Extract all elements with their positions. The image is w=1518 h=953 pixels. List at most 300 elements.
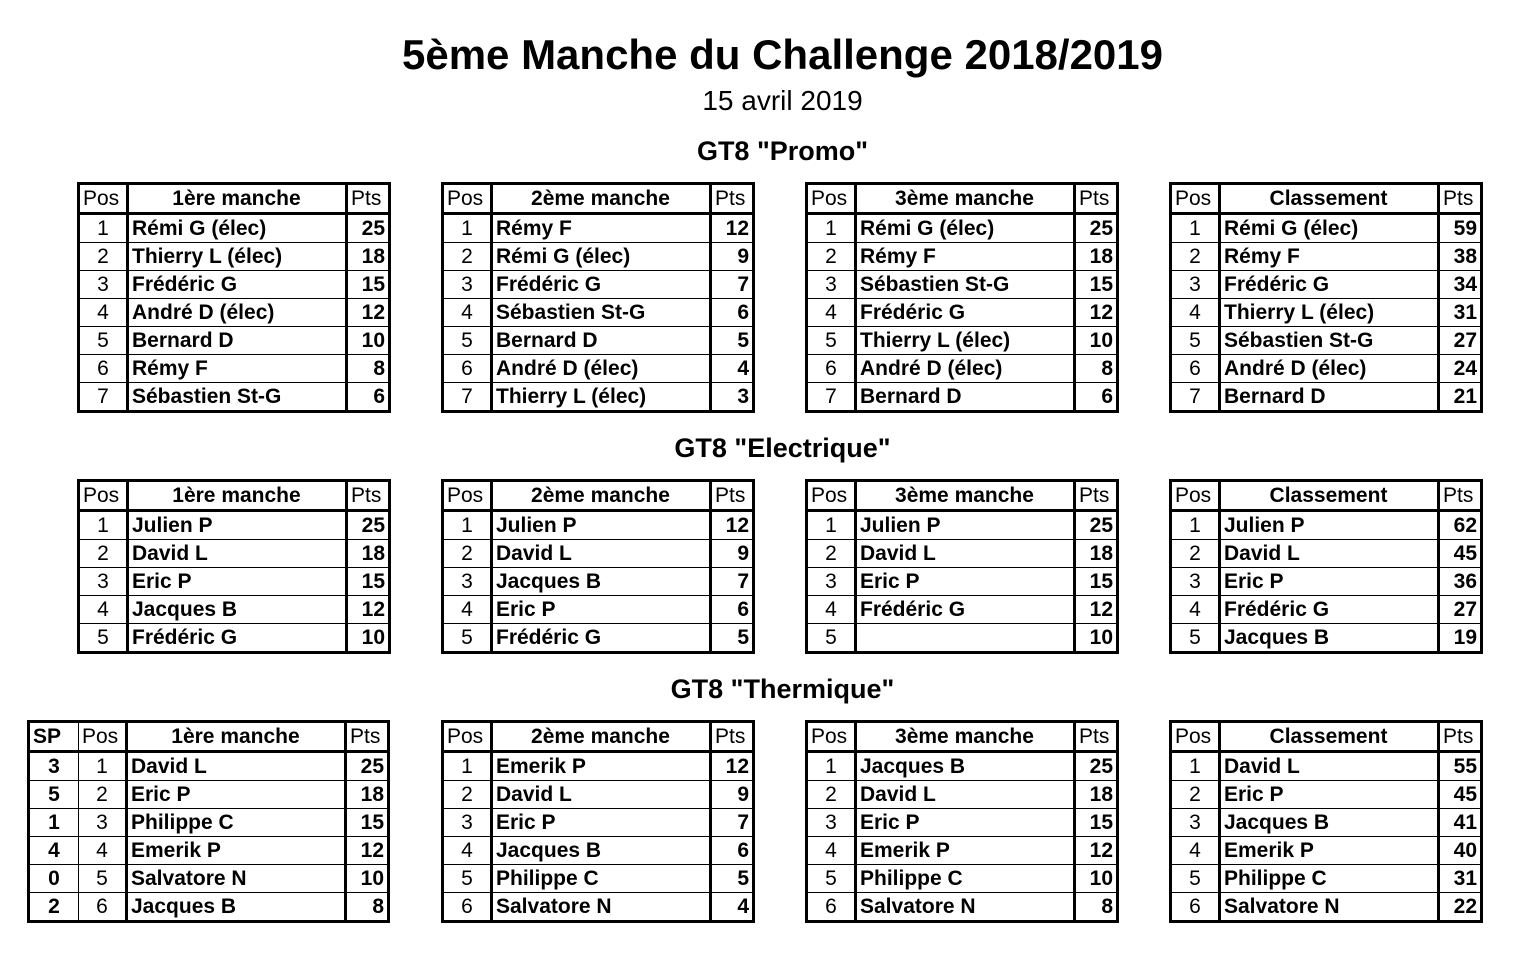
pos-cell: 2 <box>1171 540 1220 568</box>
driver-name: Jacques B <box>128 596 347 624</box>
table-row <box>807 781 1118 809</box>
pos-cell: 6 <box>443 893 492 922</box>
points-cell: 8 <box>1101 895 1113 918</box>
driver-name: Salvatore N <box>856 893 1075 922</box>
driver-name: Eric P <box>856 809 1075 837</box>
driver-name: Julien P <box>492 511 711 540</box>
points-cell: 25 <box>360 755 384 778</box>
driver-name: André D (élec) <box>492 355 711 383</box>
driver-name: David L <box>492 781 711 809</box>
driver-name: Emerik P <box>856 837 1075 865</box>
driver-name: Salvatore N <box>1220 893 1439 922</box>
table-header-row <box>79 184 390 214</box>
driver-name: Salvatore N <box>127 865 346 893</box>
points-cell: 25 <box>361 514 385 537</box>
table-row <box>807 271 1118 299</box>
pos-cell: 6 <box>443 355 492 383</box>
table-row <box>443 355 754 383</box>
pos-cell: 4 <box>443 596 492 624</box>
driver-name: Rémy F <box>128 355 347 383</box>
section-title: GT8 "Electrique" <box>674 433 891 463</box>
points-cell: 12 <box>725 755 749 778</box>
pos-cell: 7 <box>807 383 856 412</box>
table-row <box>1171 540 1482 568</box>
header-race-name: 2ème manche <box>492 481 711 511</box>
pos-cell: 2 <box>807 243 856 271</box>
header-pts: Pts <box>351 484 382 507</box>
points-cell: 10 <box>1089 329 1113 352</box>
table-row <box>807 214 1118 243</box>
pos-cell: 5 <box>443 624 492 653</box>
header-pos: Pos <box>443 481 492 511</box>
results-table <box>1169 479 1483 654</box>
points-cell: 15 <box>360 811 384 834</box>
driver-name: Jacques B <box>1220 809 1439 837</box>
points-cell: 59 <box>1453 217 1477 240</box>
driver-name: Jacques B <box>492 837 711 865</box>
pos-cell: 6 <box>1171 355 1220 383</box>
pos-cell: 4 <box>1171 596 1220 624</box>
driver-name: Rémi G (élec) <box>128 214 347 243</box>
points-cell: 5 <box>737 867 749 890</box>
table-row <box>1171 893 1482 922</box>
driver-name: Jacques B <box>856 752 1075 781</box>
table-row <box>1171 271 1482 299</box>
table-row <box>79 355 390 383</box>
driver-name: Philippe C <box>1220 865 1439 893</box>
pos-cell: 2 <box>443 781 492 809</box>
points-cell: 31 <box>1453 867 1477 890</box>
pos-cell: 3 <box>1171 271 1220 299</box>
table-row <box>443 752 754 781</box>
pos-cell: 3 <box>807 568 856 596</box>
pos-cell: 6 <box>807 893 856 922</box>
results-table <box>805 479 1119 654</box>
table-row <box>807 540 1118 568</box>
points-cell: 6 <box>737 301 749 324</box>
table-row <box>807 568 1118 596</box>
table-header-row <box>443 722 754 752</box>
table-row <box>443 299 754 327</box>
pos-cell: 6 <box>79 355 128 383</box>
driver-name: Thierry L (élec) <box>1220 299 1439 327</box>
points-cell: 18 <box>1089 245 1113 268</box>
driver-name: Frédéric G <box>492 271 711 299</box>
pos-cell: 4 <box>807 596 856 624</box>
pos-cell: 1 <box>807 214 856 243</box>
header-pts: Pts <box>715 484 746 507</box>
pos-cell: 1 <box>807 752 856 781</box>
points-cell: 9 <box>737 245 749 268</box>
table-row <box>443 243 754 271</box>
driver-name: Sébastien St-G <box>856 271 1075 299</box>
pos-cell: 5 <box>807 327 856 355</box>
table-row <box>79 568 390 596</box>
header-race-name: 2ème manche <box>492 184 711 214</box>
points-cell: 15 <box>361 273 385 296</box>
header-pts: Pts <box>715 187 746 210</box>
table-header-row <box>807 184 1118 214</box>
points-cell: 7 <box>737 273 749 296</box>
table-row <box>1171 809 1482 837</box>
header-pts: Pts <box>1079 484 1110 507</box>
driver-name: Eric P <box>492 596 711 624</box>
driver-name: Eric P <box>128 568 347 596</box>
pos-cell: 1 <box>79 511 128 540</box>
results-table <box>441 720 755 923</box>
pos-cell: 4 <box>443 299 492 327</box>
table-row <box>443 327 754 355</box>
points-cell: 22 <box>1453 895 1477 918</box>
table-row <box>807 355 1118 383</box>
pos-cell: 4 <box>807 837 856 865</box>
driver-name: Thierry L (élec) <box>856 327 1075 355</box>
pos-cell: 4 <box>443 837 492 865</box>
pos-cell: 2 <box>1171 781 1220 809</box>
table-row <box>807 893 1118 922</box>
points-cell: 15 <box>1089 273 1113 296</box>
table-row <box>807 243 1118 271</box>
table-header-row <box>807 722 1118 752</box>
driver-name <box>856 624 1075 653</box>
points-cell: 12 <box>725 217 749 240</box>
table-row <box>443 893 754 922</box>
pos-cell: 3 <box>443 809 492 837</box>
pos-cell: 6 <box>79 893 127 922</box>
points-cell: 4 <box>737 895 749 918</box>
points-cell: 40 <box>1453 839 1477 862</box>
table-row <box>29 865 389 893</box>
table-row <box>79 624 390 653</box>
pos-cell: 2 <box>79 243 128 271</box>
table-row <box>79 243 390 271</box>
driver-name: Eric P <box>1220 568 1439 596</box>
header-pos: Pos <box>79 722 127 752</box>
pos-cell: 3 <box>807 809 856 837</box>
pos-cell: 4 <box>79 837 127 865</box>
points-cell: 36 <box>1453 570 1477 593</box>
pos-cell: 3 <box>1171 568 1220 596</box>
header-sp: SP <box>29 722 79 752</box>
sp-cell: 3 <box>29 752 79 781</box>
header-race-name: 3ème manche <box>856 722 1075 752</box>
table-row <box>79 383 390 412</box>
pos-cell: 5 <box>807 865 856 893</box>
driver-name: Sébastien St-G <box>128 383 347 412</box>
points-cell: 5 <box>737 626 749 649</box>
results-table <box>1169 720 1483 923</box>
header-pos: Pos <box>807 481 856 511</box>
table-row <box>29 781 389 809</box>
points-cell: 12 <box>360 839 384 862</box>
header-pos: Pos <box>443 184 492 214</box>
points-cell: 12 <box>361 598 385 621</box>
points-cell: 31 <box>1453 301 1477 324</box>
points-cell: 15 <box>1089 570 1113 593</box>
points-cell: 9 <box>737 542 749 565</box>
header-race-name: 1ère manche <box>128 184 347 214</box>
pos-cell: 2 <box>807 781 856 809</box>
table-row <box>1171 383 1482 412</box>
points-cell: 15 <box>1089 811 1113 834</box>
driver-name: David L <box>856 540 1075 568</box>
table-row <box>443 781 754 809</box>
header-pos: Pos <box>443 722 492 752</box>
pos-cell: 1 <box>79 752 127 781</box>
points-cell: 25 <box>361 217 385 240</box>
points-cell: 3 <box>737 385 749 408</box>
driver-name: Frédéric G <box>128 271 347 299</box>
table-row <box>1171 511 1482 540</box>
section-title: GT8 "Promo" <box>696 136 869 166</box>
points-cell: 24 <box>1453 357 1477 380</box>
table-row <box>1171 781 1482 809</box>
pos-cell: 4 <box>1171 299 1220 327</box>
pos-cell: 1 <box>443 752 492 781</box>
table-row <box>807 837 1118 865</box>
header-pos: Pos <box>807 184 856 214</box>
table-row <box>1171 355 1482 383</box>
pos-cell: 4 <box>1171 837 1220 865</box>
pos-cell: 3 <box>443 271 492 299</box>
points-cell: 5 <box>737 329 749 352</box>
pos-cell: 2 <box>443 243 492 271</box>
points-cell: 12 <box>725 514 749 537</box>
section-title: GT8 "Thermique" <box>670 674 895 704</box>
points-cell: 6 <box>737 839 749 862</box>
header-race-name: Classement <box>1220 184 1439 214</box>
pos-cell: 6 <box>807 355 856 383</box>
points-cell: 8 <box>372 895 384 918</box>
driver-name: Frédéric G <box>856 299 1075 327</box>
driver-name: Eric P <box>1220 781 1439 809</box>
points-cell: 6 <box>373 385 385 408</box>
table-header-row <box>1171 722 1482 752</box>
table-row <box>807 809 1118 837</box>
points-cell: 10 <box>1089 867 1113 890</box>
points-cell: 25 <box>1089 514 1113 537</box>
points-cell: 12 <box>361 301 385 324</box>
pos-cell: 1 <box>1171 752 1220 781</box>
table-row <box>29 893 389 922</box>
table-row <box>807 596 1118 624</box>
pos-cell: 1 <box>443 214 492 243</box>
table-row <box>443 865 754 893</box>
driver-name: Bernard D <box>492 327 711 355</box>
table-row <box>807 865 1118 893</box>
table-row <box>807 511 1118 540</box>
table-row <box>807 299 1118 327</box>
pos-cell: 5 <box>79 865 127 893</box>
driver-name: Sébastien St-G <box>492 299 711 327</box>
pos-cell: 1 <box>79 214 128 243</box>
pos-cell: 5 <box>807 624 856 653</box>
table-row <box>1171 596 1482 624</box>
pos-cell: 2 <box>1171 243 1220 271</box>
points-cell: 21 <box>1453 385 1477 408</box>
driver-name: Bernard D <box>856 383 1075 412</box>
header-pos: Pos <box>79 184 128 214</box>
table-row <box>807 752 1118 781</box>
driver-name: Frédéric G <box>1220 596 1439 624</box>
driver-name: Rémi G (élec) <box>492 243 711 271</box>
table-header-row <box>1171 184 1482 214</box>
points-cell: 18 <box>361 542 385 565</box>
results-table <box>441 479 755 654</box>
header-race-name: 1ère manche <box>128 481 347 511</box>
table-header-row <box>443 481 754 511</box>
driver-name: David L <box>1220 752 1439 781</box>
header-pts: Pts <box>350 725 381 748</box>
results-table <box>77 182 391 413</box>
header-race-name: 2ème manche <box>492 722 711 752</box>
points-cell: 15 <box>361 570 385 593</box>
points-cell: 8 <box>1101 357 1113 380</box>
table-row <box>79 540 390 568</box>
results-table <box>805 720 1119 923</box>
points-cell: 18 <box>360 783 384 806</box>
table-row <box>29 752 389 781</box>
table-row <box>1171 568 1482 596</box>
table-row <box>443 214 754 243</box>
table-header-row <box>1171 481 1482 511</box>
table-row <box>79 214 390 243</box>
header-race-name: Classement <box>1220 722 1439 752</box>
driver-name: Thierry L (élec) <box>492 383 711 412</box>
header-pts: Pts <box>1443 725 1474 748</box>
driver-name: André D (élec) <box>856 355 1075 383</box>
driver-name: Salvatore N <box>492 893 711 922</box>
header-pos: Pos <box>1171 722 1220 752</box>
table-row <box>443 837 754 865</box>
points-cell: 27 <box>1453 329 1477 352</box>
driver-name: David L <box>127 752 346 781</box>
pos-cell: 2 <box>443 540 492 568</box>
table-row <box>807 383 1118 412</box>
table-row <box>1171 837 1482 865</box>
driver-name: Julien P <box>1220 511 1439 540</box>
points-cell: 6 <box>737 598 749 621</box>
table-row <box>79 299 390 327</box>
driver-name: Philippe C <box>492 865 711 893</box>
pos-cell: 5 <box>79 624 128 653</box>
results-table <box>77 479 391 654</box>
sp-cell: 5 <box>29 781 79 809</box>
pos-cell: 1 <box>443 511 492 540</box>
points-cell: 10 <box>1089 626 1113 649</box>
page-title: 5ème Manche du Challenge 2018/2019 <box>401 31 1164 78</box>
pos-cell: 5 <box>443 865 492 893</box>
driver-name: Frédéric G <box>492 624 711 653</box>
header-race-name: Classement <box>1220 481 1439 511</box>
table-row <box>1171 865 1482 893</box>
driver-name: Frédéric G <box>1220 271 1439 299</box>
header-pts: Pts <box>1079 725 1110 748</box>
header-pts: Pts <box>351 187 382 210</box>
pos-cell: 3 <box>79 568 128 596</box>
header-pts: Pts <box>1443 187 1474 210</box>
points-cell: 12 <box>1089 839 1113 862</box>
sp-cell: 4 <box>29 837 79 865</box>
driver-name: Rémi G (élec) <box>1220 214 1439 243</box>
driver-name: Rémy F <box>856 243 1075 271</box>
points-cell: 10 <box>361 329 385 352</box>
points-cell: 45 <box>1453 783 1477 806</box>
pos-cell: 3 <box>443 568 492 596</box>
table-row <box>79 511 390 540</box>
sp-cell: 1 <box>29 809 79 837</box>
pos-cell: 6 <box>1171 893 1220 922</box>
table-row <box>79 596 390 624</box>
results-table <box>441 182 755 413</box>
pos-cell: 1 <box>1171 214 1220 243</box>
points-cell: 4 <box>737 357 749 380</box>
pos-cell: 3 <box>79 271 128 299</box>
sp-cell: 2 <box>29 893 79 922</box>
header-pos: Pos <box>807 722 856 752</box>
points-cell: 19 <box>1453 626 1477 649</box>
driver-name: Philippe C <box>856 865 1075 893</box>
table-row <box>443 568 754 596</box>
driver-name: Frédéric G <box>128 624 347 653</box>
driver-name: Jacques B <box>1220 624 1439 653</box>
points-cell: 7 <box>737 811 749 834</box>
points-cell: 7 <box>737 570 749 593</box>
driver-name: Sébastien St-G <box>1220 327 1439 355</box>
driver-name: David L <box>856 781 1075 809</box>
driver-name: Bernard D <box>1220 383 1439 412</box>
driver-name: David L <box>1220 540 1439 568</box>
table-row <box>79 327 390 355</box>
table-row <box>29 809 389 837</box>
results-table <box>1169 182 1483 413</box>
pos-cell: 4 <box>79 299 128 327</box>
results-table <box>27 720 390 923</box>
table-row <box>443 596 754 624</box>
pos-cell: 3 <box>807 271 856 299</box>
driver-name: Jacques B <box>492 568 711 596</box>
header-pos: Pos <box>1171 481 1220 511</box>
pos-cell: 2 <box>807 540 856 568</box>
page-date: 15 avril 2019 <box>702 85 863 116</box>
points-cell: 8 <box>373 357 385 380</box>
driver-name: Frédéric G <box>856 596 1075 624</box>
table-row <box>1171 243 1482 271</box>
pos-cell: 4 <box>807 299 856 327</box>
points-cell: 62 <box>1453 514 1477 537</box>
points-cell: 9 <box>737 783 749 806</box>
points-cell: 45 <box>1453 542 1477 565</box>
driver-name: Emerik P <box>127 837 346 865</box>
driver-name: Rémi G (élec) <box>856 214 1075 243</box>
pos-cell: 1 <box>1171 511 1220 540</box>
points-cell: 6 <box>1101 385 1113 408</box>
driver-name: Emerik P <box>1220 837 1439 865</box>
driver-name: Jacques B <box>127 893 346 922</box>
driver-name: Eric P <box>492 809 711 837</box>
points-cell: 18 <box>1089 783 1113 806</box>
pos-cell: 7 <box>79 383 128 412</box>
table-row <box>29 837 389 865</box>
driver-name: David L <box>128 540 347 568</box>
points-cell: 10 <box>361 626 385 649</box>
table-row <box>1171 624 1482 653</box>
pos-cell: 5 <box>79 327 128 355</box>
table-row <box>1171 327 1482 355</box>
driver-name: Eric P <box>856 568 1075 596</box>
table-header-row <box>29 722 389 752</box>
pos-cell: 2 <box>79 781 127 809</box>
